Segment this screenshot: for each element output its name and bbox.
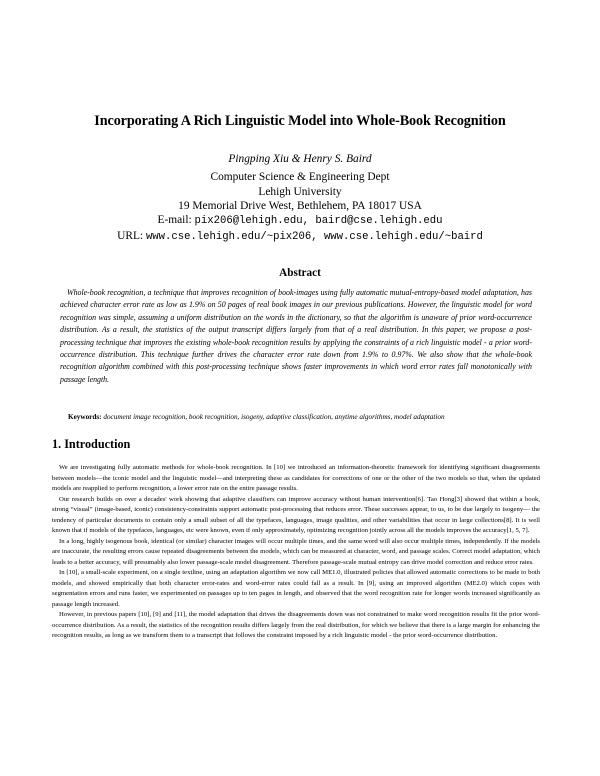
section-body [52,463,540,642]
contact-info [0,213,600,244]
section-heading: 1. Introduction [52,437,131,451]
url-values[interactable]: www.cse.lehigh.edu/~pix206, www.cse.lehigh.edu/~baird [145,230,483,243]
section-paragraph: In a long, highly isogenous book, identical (or similar) character images will occur multiple times, and the same word will also occur multiple times, independently. If the models are inaccurate, the resulting errors cause repeated disagreements between the models, which can be measured at character, word, and passage scales. Correct model adaptation, which leads to a better accuracy, will presumably also lower passage-scale model disagreement. Therefore passage-scale mutual entropy can drive model correction and reduce error rates. [52,537,540,566]
paper-authors: Pingping Xiu & Henry S. Baird [228,153,372,165]
keywords-label: Keywords: [68,413,102,421]
affiliation-address: 19 Memorial Drive West, Bethlehem, PA 18017 USA [178,200,422,213]
email-label: E-mail: [157,214,192,226]
abstract-body: Whole-book recognition, a technique that improves recognition of book-images using fully automatic mutual-entropy-based model adaptation, has achieved character error rate as low as 1.9% on 50 pages of real book images in our previous publications. However, the linguistic model for word recognition was simple, assuming a uniform distribution on the words in the dictionary, so that the algorithm is unaware of prior word-occurrence distribution. As a result, the statistics of the output transcript differs largely from that of a real distribution. In this paper, we propose a post-processing technique that improves the existing whole-book recognition results by applying the constraints of a rich linguistic model - a prior word-occurrence distribution. This technique further drives the character error rate down from 1.9% to 0.97%. We also show that the whole-book recognition algorithm combined with this post-processing technique shows faster improvements in which word error rates fall monotonically with passage length. [60,288,532,384]
url-line [0,229,600,245]
section-paragraph: In [10], a small-scale experiment, on a single textline, using an adaptation algorithm we now call ME1.0, illustrated policies that allowed automatic corrections to be made to both models, and showed empirically that both character error-rates and word-error rates could fall as a result. In [9], using an improved algorithm (ME2.0) which copes with segmentation errors and runs faster, we experimented on passages up to ten pages in length, and observed that the word recognition rate for longer words increased significantly as passage length increased. [52,569,540,608]
section-paragraph: We are investigating fully automatic methods for whole-book recognition. In [10] we introduced an information-theoretic framework for identifying significant disagreements between models—the iconic model and the linguistic model—and interpreting these as candidates for corrections of one or the other of the two models so that, when the updated models are reapplied to perform recognition, a lower error rate on the entire passage results. [52,464,540,492]
paper-title: Incorporating A Rich Linguistic Model into Whole-Book Recognition [94,113,506,129]
keywords-text: document image recognition, book recognition, isogeny, adaptive classification, anytime algorithms, model adaptation [103,413,445,421]
section-paragraph: Our research builds on over a decades' work showing that adaptive classifiers can improve accuracy without human intervention[6]. Tao Hong[3] showed that within a book, strong “visual” (image-based, iconic) consistency-constraints support automatic post-processing that reduces error. These successes appear, to us, to be due largely to isogeny— the tendency of particular documents to contain only a small subset of all the typefaces, languages, image qualities, and other variabilities that occur in large collections[8]. It is well known that if models of the typefaces, languages, etc were known, even if only approximately, optimizing recognition jointly across all the models improves the accuracy[1, 5, 7]. [52,495,540,534]
affiliation-university: Lehigh University [258,185,342,198]
url-label: URL: [117,229,144,242]
affiliation [0,170,600,214]
keywords-line [68,413,538,421]
affiliation-dept: Computer Science & Engineering Dept [210,171,390,183]
section-paragraph: However, in previous papers [10], [9] and [11], the model adaptation that drives the disagreements down was not constrained to make word recognition results fit the prior word-occurrence distribution. As a result, the statistics of the recognition results differs largely from the real distribution, for which we believe that there is a large margin for enhancing the recognition results, as long as we transform them to a transcript that follows the constraint imposed by a rich linguistic model - the prior word-occurrence distribution. [52,611,540,639]
email-line [0,213,600,229]
email-values[interactable]: pix206@lehigh.edu, baird@cse.lehigh.edu [194,215,443,227]
abstract-heading: Abstract [279,267,321,279]
